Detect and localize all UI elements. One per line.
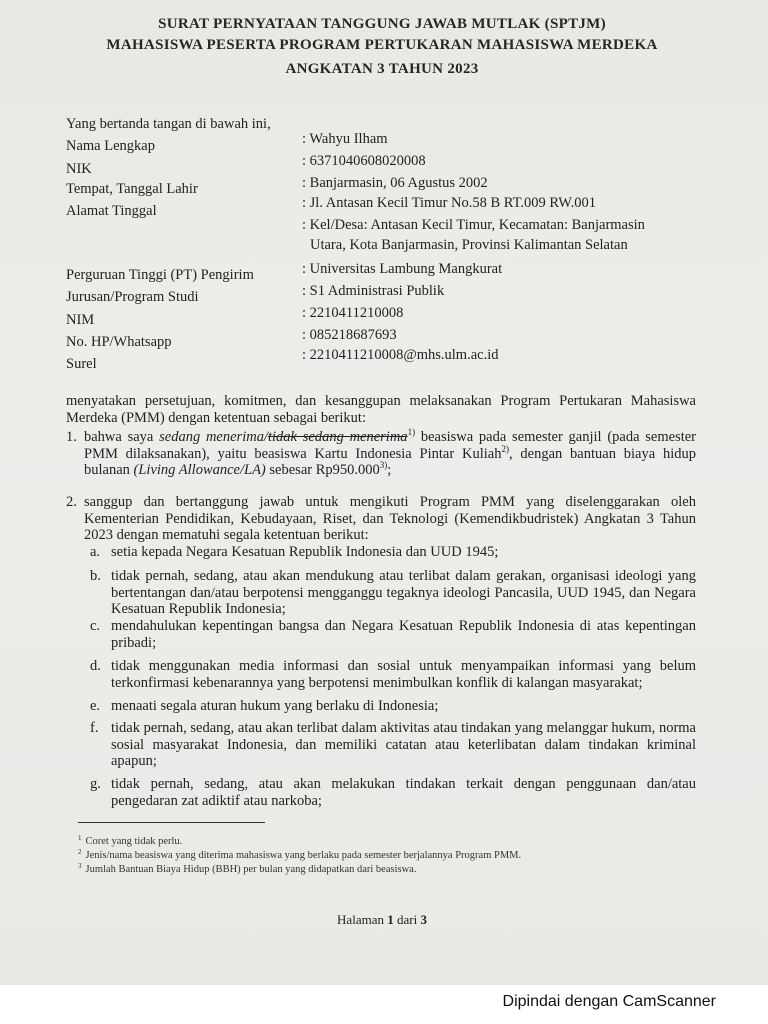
page-number: Halaman 1 dari 3	[337, 912, 427, 927]
title-line-3: ANGKATAN 3 TAHUN 2023	[285, 61, 479, 77]
sub-item-text: setia kepada Negara Kesatuan Republik Indonesia dan UUD 1945;	[111, 544, 499, 560]
sub-item-letter: c.	[90, 618, 101, 634]
statement-paragraph: menyatakan persetujuan, komitmen, dan kesanggupan melaksanakan Program Pertukaran Mahasiswa Merdeka (PMM) dengan ketentuan sebagai berikut:	[66, 393, 696, 426]
field-value-address-1: : Jl. Antasan Kecil Timur No.58 B RT.009 RW.001	[302, 195, 596, 211]
sub-item-text: menaati segala aturan hukum yang berlaku di Indonesia;	[111, 698, 439, 714]
field-value-name: : Wahyu Ilham	[302, 131, 388, 147]
sub-item-letter: a.	[90, 544, 101, 560]
field-value-nim: : 2210411210008	[302, 305, 404, 321]
field-label-email: Surel	[66, 356, 97, 372]
list-item-number: 2.	[66, 494, 77, 510]
sub-item-text: tidak pernah, sedang, atau akan terlibat dalam aktivitas atau tindakan yang melanggar hukum, norma sosial masyarakat Indonesia, dan memiliki catatan atau keterlibatan dalam tindakan kriminal apapun;	[111, 720, 696, 769]
field-label-university: Perguruan Tinggi (PT) Pengirim	[66, 267, 254, 283]
field-label-birth: Tempat, Tanggal Lahir	[66, 181, 198, 197]
sub-item-text: tidak pernah, sedang, atau akan mendukung atau terlibat dalam gerakan, organisasi ideologi yang bertentangan dan/atau berpotensi mengganggu tegaknya ideologi Pancasila, UUD 1945, dan Negara Kesatuan Republik Indonesia;	[111, 568, 696, 617]
sub-item-text: tidak pernah, sedang, atau akan melakukan tindakan terkait dengan penggunaan dan/atau pengedaran zat adiktif atau narkoba;	[111, 776, 696, 809]
list-item-number: 1.	[66, 429, 77, 445]
footnote-divider	[78, 822, 265, 823]
field-value-university: : Universitas Lambung Mangkurat	[302, 261, 503, 277]
sub-item-text: mendahulukan kepentingan bangsa dan Negara Kesatuan Republik Indonesia di atas kepentingan pribadi;	[111, 618, 696, 651]
field-value-phone: : 085218687693	[302, 327, 397, 343]
field-label-address: Alamat Tinggal	[66, 203, 157, 219]
sub-item-letter: b.	[90, 568, 101, 584]
title-line-2: MAHASISWA PESERTA PROGRAM PERTUKARAN MAHASISWA MERDEKA	[106, 37, 658, 53]
footnote-2: $^2$ Jenis/nama beasiswa yang diterima mahasiswa yang berlaku pada semester berjalannya Program PMM.	[78, 847, 522, 861]
scanner-watermark: Dipindai dengan CamScanner	[502, 993, 716, 1010]
list-item-text: bahwa saya sedang menerima/tidak sedang menerima$^{1)}$ beasiswa pada semester ganjil (pada semester PMM dilaksanakan), yaitu beasiswa Kartu Indonesia Pintar Kuliah$^{2)}$, dengan bantuan biaya hidup bulanan (Living Allowance/LA) sebesar Rp950.000$^{3)}$;	[84, 427, 696, 478]
list-item-text: sanggup dan bertanggung jawab untuk mengikuti Program PMM yang diselenggarakan oleh Kementerian Pendidikan, Kebudayaan, Riset, dan Teknologi (Kemendikbudristek) Angkatan 3 Tahun 2023 dengan mematuhi segala ketentuan berikut:	[84, 494, 696, 543]
sub-item-letter: f.	[90, 720, 99, 736]
struck-option: tidak sedang menerima	[267, 429, 408, 445]
sub-item-letter: d.	[90, 658, 101, 674]
field-value-email: : 2210411210008@mhs.ulm.ac.id	[302, 347, 499, 363]
field-value-address-2: : Kel/Desa: Antasan Kecil Timur, Kecamatan: Banjarmasin	[302, 217, 645, 233]
footnote-1: $^1$ Coret yang tidak perlu.	[78, 833, 183, 847]
field-value-address-3: Utara, Kota Banjarmasin, Provinsi Kalimantan Selatan	[310, 237, 628, 253]
sub-item-text: tidak menggunakan media informasi dan sosial untuk menyampaikan informasi yang belum terkonfirmasi kebenarannya yang berpotensi menimbulkan konflik di kalangan masyarakat;	[111, 658, 696, 691]
sub-item-letter: e.	[90, 698, 101, 714]
intro-text: Yang bertanda tangan di bawah ini,	[66, 116, 271, 132]
sub-item-letter: g.	[90, 776, 101, 792]
field-label-nik: NIK	[66, 161, 92, 177]
field-label-phone: No. HP/Whatsapp	[66, 334, 172, 350]
footnote-3: $^3$ Jumlah Bantuan Biaya Hidup (BBH) per bulan yang didapatkan dari beasiswa.	[78, 861, 417, 875]
field-label-nim: NIM	[66, 312, 95, 328]
field-value-major: : S1 Administrasi Publik	[302, 283, 445, 299]
field-value-birth: : Banjarmasin, 06 Agustus 2002	[302, 175, 488, 191]
field-label-major: Jurusan/Program Studi	[66, 289, 199, 305]
field-label-name: Nama Lengkap	[66, 138, 155, 154]
title-line-1: SURAT PERNYATAAN TANGGUNG JAWAB MUTLAK (SPTJM)	[158, 16, 606, 32]
field-value-nik: : 6371040608020008	[302, 153, 426, 169]
